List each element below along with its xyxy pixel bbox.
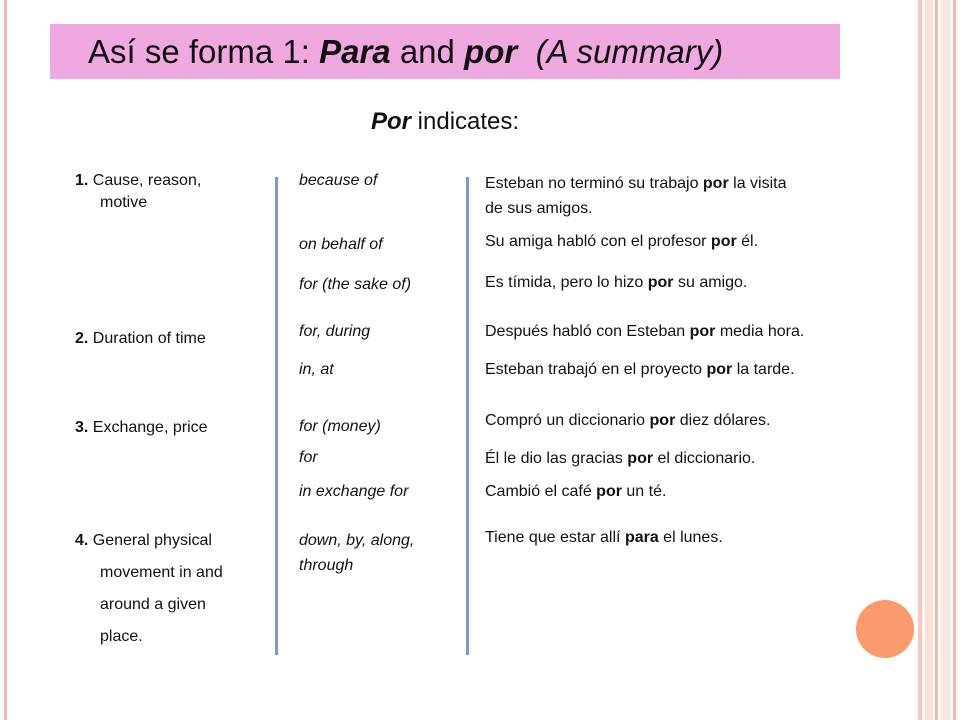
meaning-for-the-sake-of: for (the sake of) (299, 276, 412, 293)
right-deco-stripe-2 (925, 0, 933, 720)
title-and: and (390, 33, 465, 70)
example-2: Su amiga habló con el profesor por él. (485, 233, 759, 250)
category-4-line-2: movement in and (100, 564, 223, 581)
example-5: Esteban trabajó en el proyecto por la tarde. (485, 361, 795, 378)
right-deco-stripe-1 (918, 0, 922, 720)
right-deco-stripe-4 (941, 0, 951, 720)
category-1-number: 1. (75, 172, 89, 189)
category-3-line-1: Exchange, price (88, 419, 208, 436)
subtitle-por: Por (371, 108, 412, 135)
example-1-line-2: de sus amigos. (485, 200, 593, 217)
divider-line-left (275, 177, 278, 655)
title-prefix: Así se forma 1: (88, 33, 320, 70)
right-deco-stripe-5 (953, 0, 956, 720)
example-3: Es tímida, pero lo hizo por su amigo. (485, 274, 748, 291)
category-2-number: 2. (75, 330, 89, 347)
category-4-line-3: around a given (100, 596, 206, 613)
meaning-because-of: because of (299, 172, 378, 189)
meaning-on-behalf-of: on behalf of (299, 236, 383, 253)
subtitle-rest: indicates: (411, 108, 520, 135)
meaning-for: for (299, 449, 318, 466)
category-4-line-1: General physical (88, 532, 212, 549)
example-6: Compró un diccionario por diez dólares. (485, 412, 771, 429)
category-1-line-2: motive (100, 194, 148, 211)
category-2-line-1: Duration of time (88, 330, 206, 347)
category-3 (75, 417, 208, 439)
category-4 (75, 530, 212, 552)
meaning-for-during: for, during (299, 323, 371, 340)
category-2 (75, 328, 206, 350)
category-4-line-4: place. (100, 628, 143, 645)
category-1-line-1: Cause, reason, (88, 172, 202, 189)
example-7: Él le dio las gracias por el diccionario. (485, 450, 756, 467)
example-8: Cambió el café por un té. (485, 483, 667, 500)
meaning-through: through (299, 557, 354, 574)
example-4: Después habló con Esteban por media hora. (485, 323, 805, 340)
example-9: Tiene que estar allí para el lunes. (485, 529, 723, 546)
meaning-in-exchange-for: in exchange for (299, 483, 409, 500)
decorative-circle (856, 600, 914, 658)
title-por: por (464, 33, 518, 70)
title-suffix: (A summary) (535, 33, 724, 70)
meaning-for-money: for (money) (299, 418, 381, 435)
category-4-number: 4. (75, 532, 89, 549)
slide-title (88, 30, 723, 74)
category-3-number: 3. (75, 419, 89, 436)
example-1-line-1: Esteban no terminó su trabajo por la visita (485, 175, 787, 192)
divider-line-right (466, 177, 469, 655)
left-frame-line (4, 0, 7, 720)
category-1 (75, 170, 201, 214)
meaning-down-by-along: down, by, along, (299, 532, 415, 549)
subtitle (371, 106, 519, 138)
meaning-in-at: in, at (299, 361, 334, 378)
right-deco-stripe-3 (935, 0, 938, 720)
title-para: Para (319, 33, 391, 70)
